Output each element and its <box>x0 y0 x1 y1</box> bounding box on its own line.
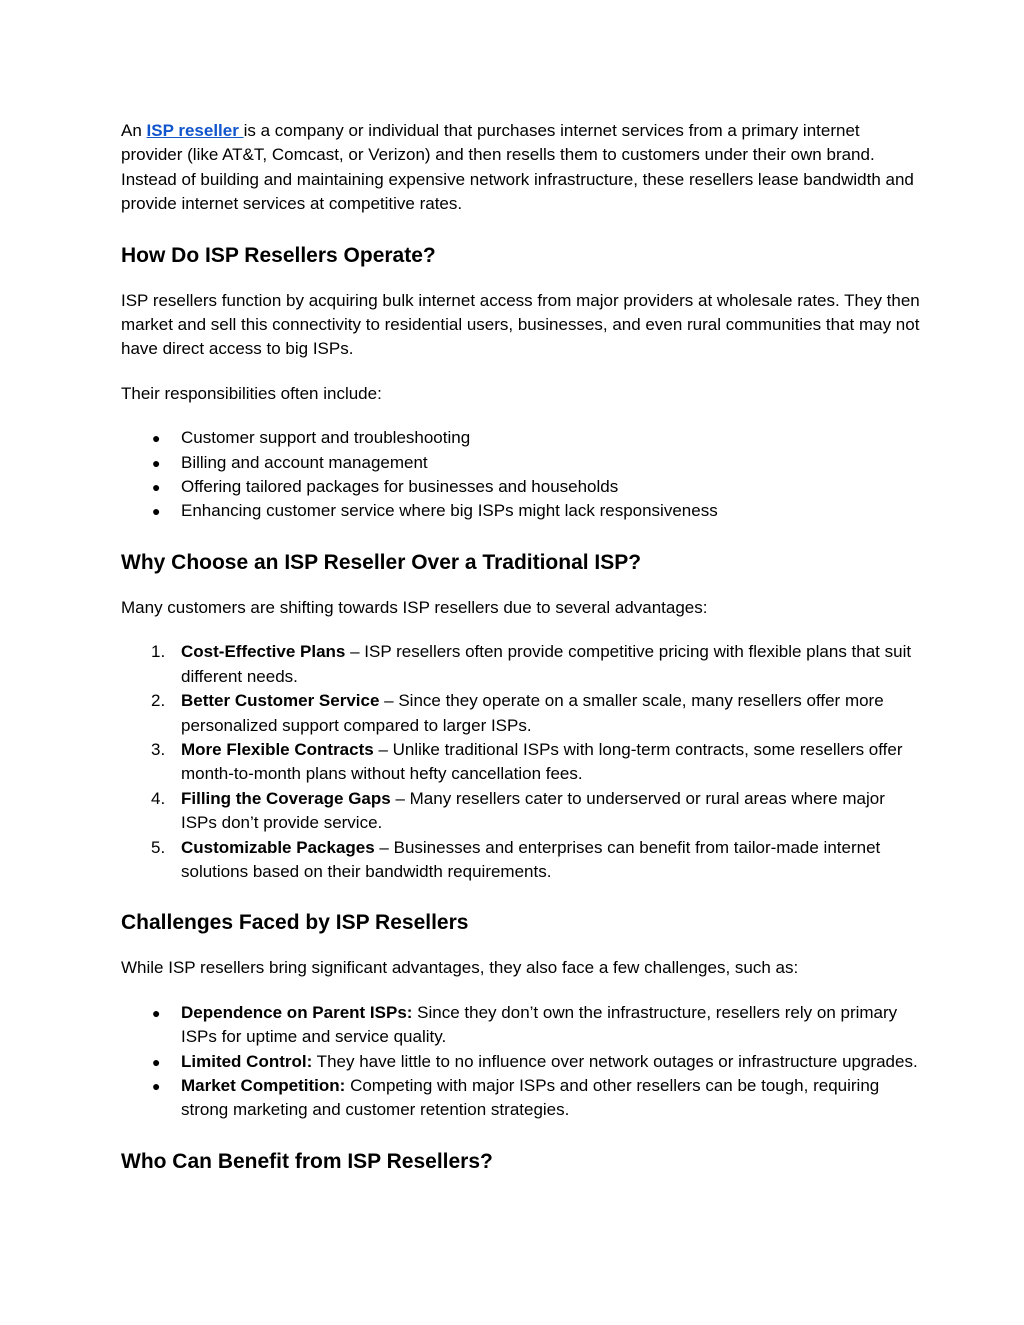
list-item-text: – Businesses and enterprises can benefit from tailor-made internet solutions based on their bandwidth requirements. <box>181 837 881 881</box>
document-content <box>121 119 921 1176</box>
list-number: 2. <box>151 691 166 711</box>
bullet-icon: ● <box>152 1004 161 1021</box>
list-item-title: Market Competition: <box>181 1075 346 1095</box>
isp-reseller-link[interactable]: ISP reseller <box>146 121 244 140</box>
advantages-list <box>121 640 921 884</box>
challenges-paragraph: While ISP resellers bring significant advantages, they also face a few challenges, such as: <box>121 958 799 978</box>
bullet-icon: ● <box>152 1077 161 1094</box>
list-item <box>121 1001 921 1050</box>
list-item-title: Better Customer Service <box>181 691 380 711</box>
list-item <box>121 1050 921 1074</box>
list-item-title: Cost-Effective Plans <box>181 642 346 662</box>
bullet-icon: ● <box>152 430 161 447</box>
list-item <box>121 426 921 450</box>
heading-challenges: Challenges Faced by ISP Resellers <box>121 911 469 935</box>
list-item <box>121 787 921 836</box>
list-number: 1. <box>151 642 166 662</box>
bullet-icon: ● <box>152 479 161 496</box>
list-item-text: Customer support and troubleshooting <box>181 428 471 448</box>
list-item <box>121 689 921 738</box>
bullet-icon: ● <box>152 1053 161 1070</box>
heading-how-operate: How Do ISP Resellers Operate? <box>121 243 436 267</box>
list-item-title: Customizable Packages <box>181 837 375 857</box>
list-item-text: – Since they operate on a smaller scale, many resellers offer more personalized support compared to larger ISPs. <box>181 691 884 735</box>
list-item-text: Billing and account management <box>181 452 428 472</box>
list-item-text: – Unlike traditional ISPs with long-term contracts, some resellers offer month-to-month plans without hefty cancellation fees. <box>181 739 903 784</box>
list-item-title: More Flexible Contracts <box>181 739 374 759</box>
why-paragraph: Many customers are shifting towards ISP resellers due to several advantages: <box>121 597 708 617</box>
list-item-text: Enhancing customer service where big ISPs might lack responsiveness <box>181 501 718 521</box>
list-item <box>121 836 921 885</box>
intro-text: is a company or individual that purchases internet services from a primary internet provider (like AT&T, Comcast, or Verizon) and then resells them to customers under their own brand. Instead of building and maintaining expensive network infrastructure, these resellers lease bandwidth and provide internet services at competitive rates. <box>121 121 914 214</box>
bullet-icon: ● <box>152 503 161 520</box>
heading-who-benefits: Who Can Benefit from ISP Resellers? <box>121 1149 493 1173</box>
list-number: 4. <box>151 788 166 808</box>
list-item-title: Limited Control: <box>181 1051 313 1071</box>
list-item-text: – ISP resellers often provide competitive pricing with flexible plans that suit different needs. <box>181 642 912 686</box>
bullet-icon: ● <box>152 454 161 471</box>
list-item <box>121 738 921 787</box>
list-item-text: They have little to no influence over network outages or infrastructure upgrades. <box>312 1051 918 1071</box>
intro-prefix: An <box>121 121 147 140</box>
heading-why-choose: Why Choose an ISP Reseller Over a Traditional ISP? <box>121 550 642 574</box>
responsibilities-intro: Their responsibilities often include: <box>121 383 382 403</box>
list-item-text: – Many resellers cater to underserved or rural areas where major ISPs don’t provide service. <box>181 788 885 833</box>
list-number: 3. <box>151 739 166 759</box>
responsibilities-list <box>121 426 921 524</box>
operate-paragraph: ISP resellers function by acquiring bulk internet access from major providers at wholesale rates. They then market and sell this connectivity to residential users, businesses, and even rural communities that may not have direct access to big ISPs. <box>121 290 920 359</box>
list-item-text: Since they don’t own the infrastructure, resellers rely on primary ISPs for uptime and service quality. <box>181 1002 898 1047</box>
list-item-title: Dependence on Parent ISPs: <box>181 1002 413 1022</box>
list-item-title: Filling the Coverage Gaps <box>181 788 391 808</box>
list-item-text: Offering tailored packages for businesses and households <box>181 477 619 497</box>
list-number: 5. <box>151 837 166 857</box>
challenges-list <box>121 1001 921 1123</box>
intro-paragraph <box>121 119 921 217</box>
list-item-text: Competing with major ISPs and other resellers can be tough, requiring strong marketing and customer retention strategies. <box>181 1075 880 1120</box>
list-item <box>121 475 921 499</box>
list-item <box>121 451 921 475</box>
list-item <box>121 499 921 523</box>
list-item <box>121 640 921 689</box>
list-item <box>121 1074 921 1123</box>
